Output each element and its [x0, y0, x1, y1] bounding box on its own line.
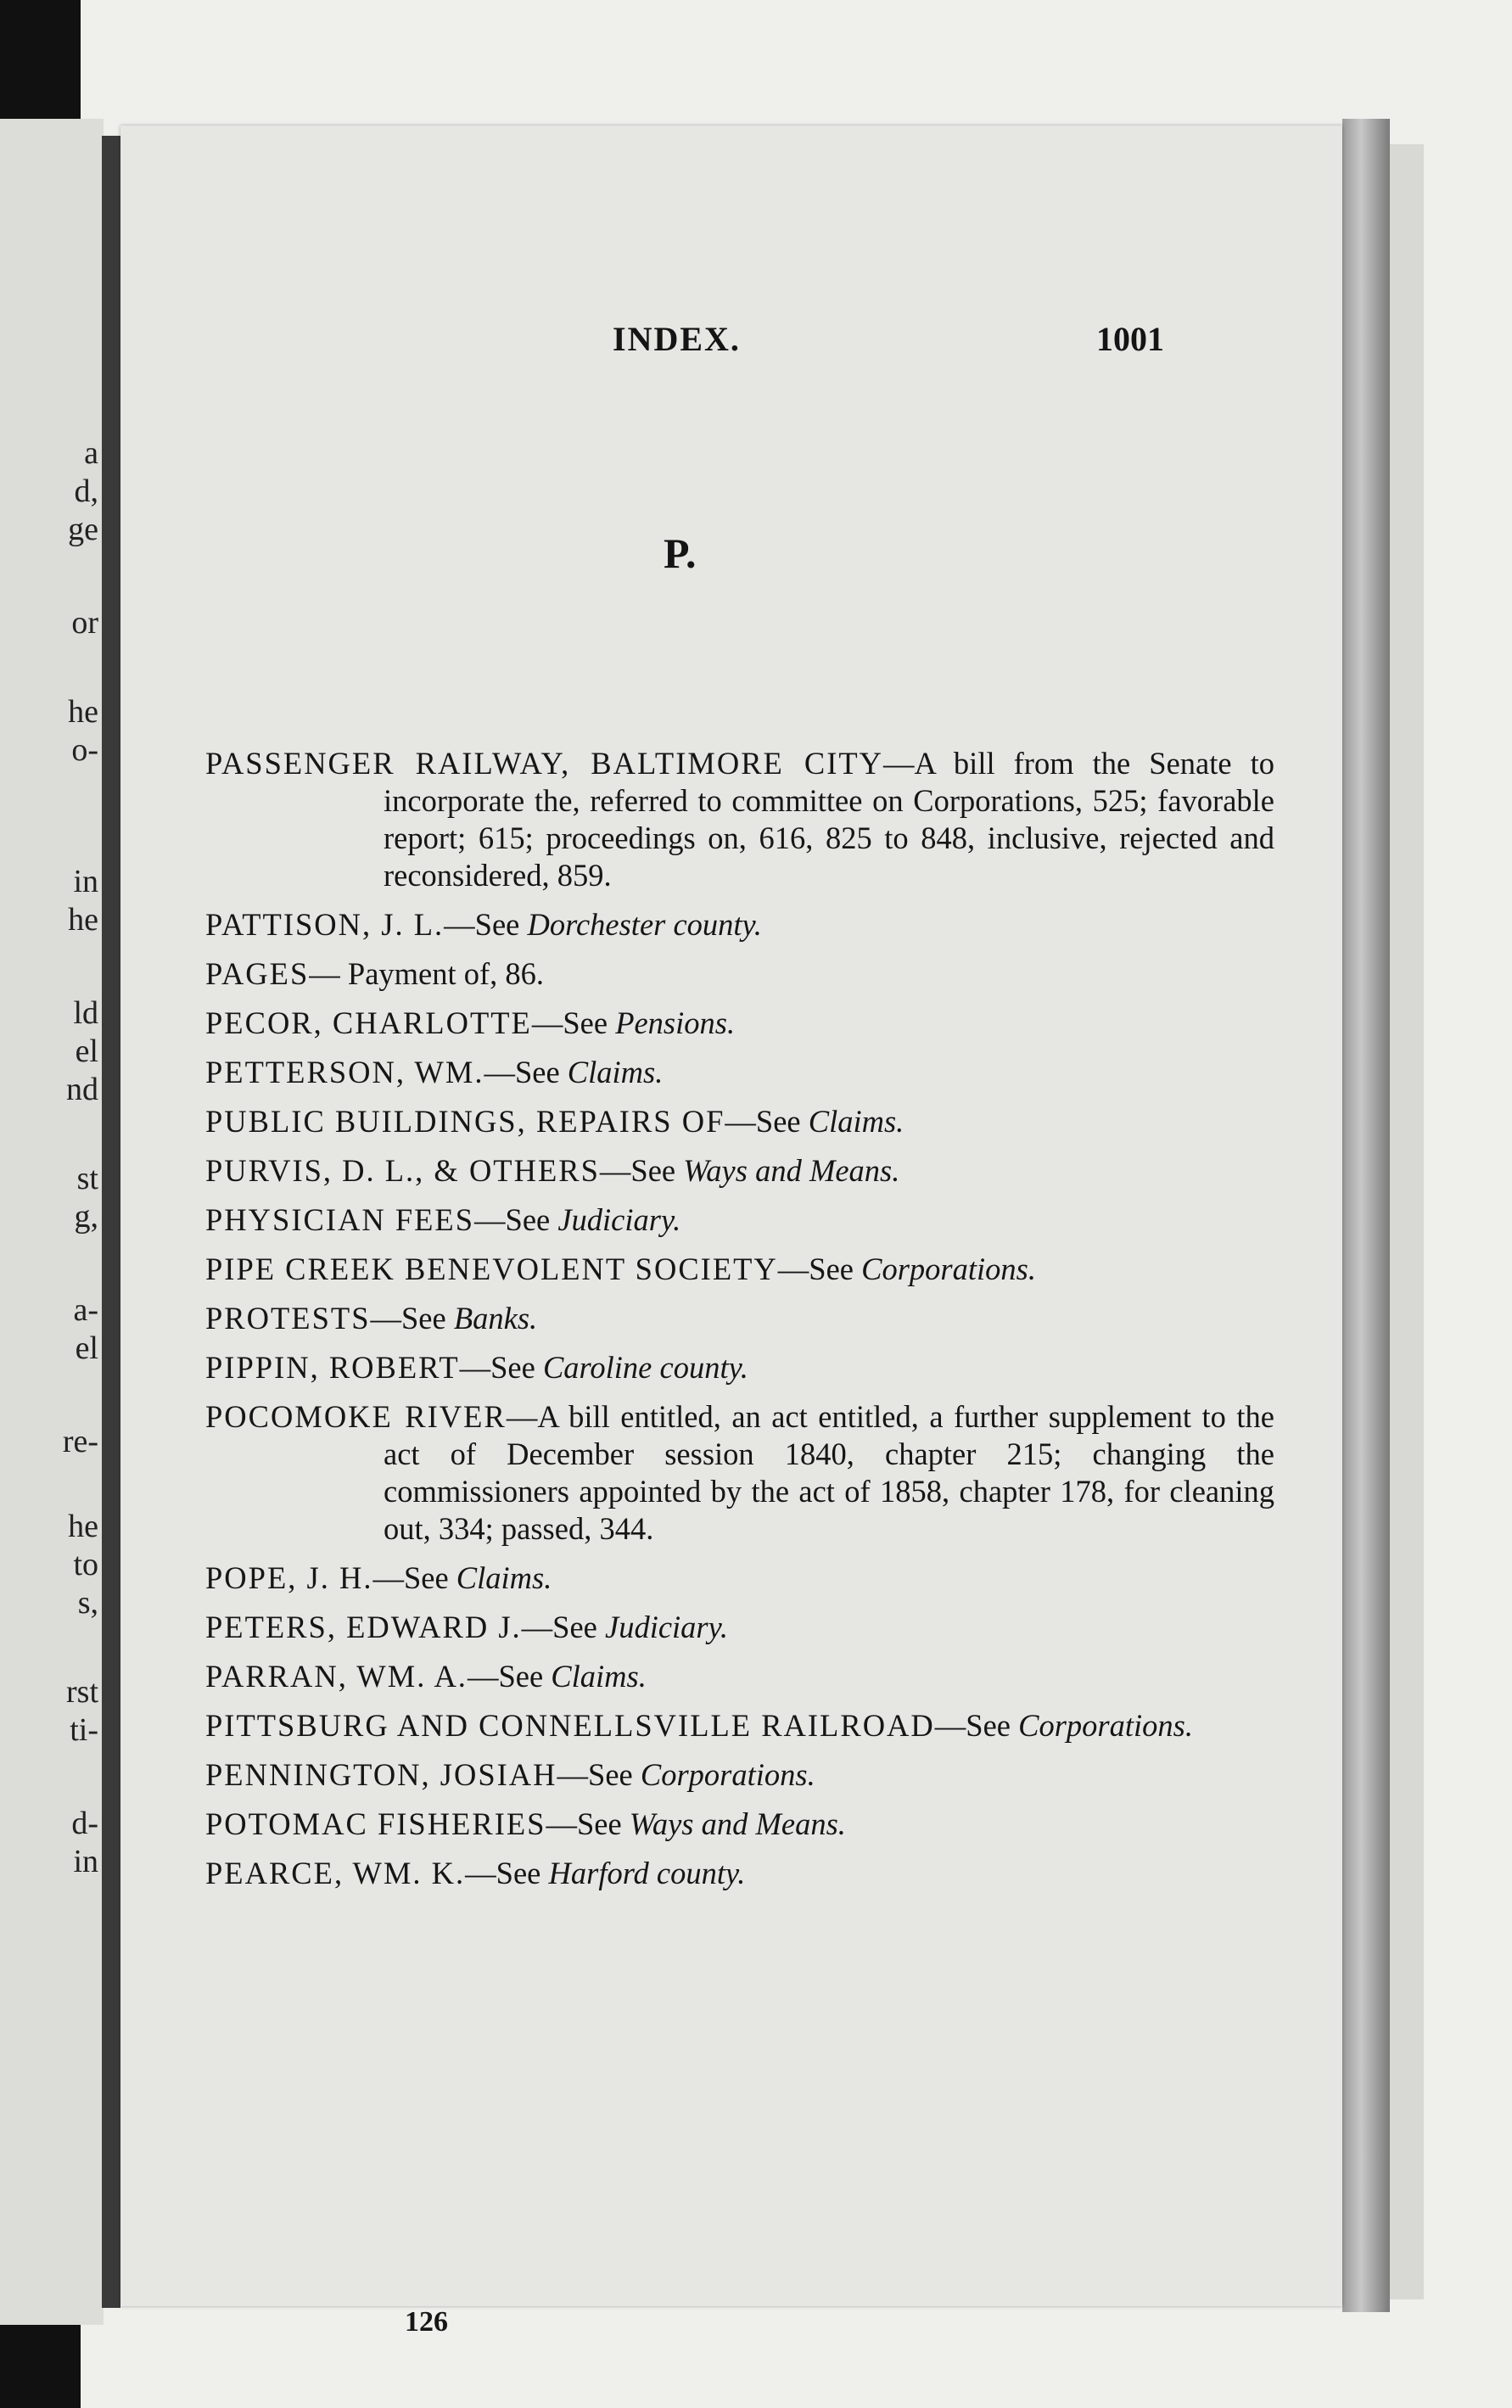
index-entry: [205, 1806, 1274, 1843]
entry-heading: PURVIS, D. L., & OTHERS: [205, 1153, 600, 1188]
facing-page-fragment: ld: [73, 995, 98, 1031]
entry-heading: PAGES: [205, 956, 310, 991]
entry-reference: Claims.: [456, 1560, 552, 1595]
index-entry: [205, 1707, 1274, 1744]
index-entry: [205, 1054, 1274, 1091]
facing-page-fragment: el: [75, 1033, 98, 1069]
entry-separator: —: [459, 1350, 491, 1385]
entry-text: See: [496, 1856, 549, 1890]
entry-separator: —: [370, 1301, 401, 1336]
entry-separator: —: [465, 1856, 496, 1890]
entry-reference: Claims.: [567, 1055, 664, 1089]
entry-heading: PEARCE, WM. K.: [205, 1856, 466, 1890]
section-letter: P.: [664, 529, 697, 577]
entry-separator: —: [372, 1560, 404, 1595]
running-head-title: INDEX.: [613, 320, 741, 358]
index-entry: [205, 1855, 1274, 1892]
entry-separator: —: [506, 1399, 538, 1434]
facing-page-fragment: ge: [68, 512, 98, 547]
index-entry: [205, 1658, 1274, 1695]
entry-heading: POCOMOKE RIVER: [205, 1399, 507, 1434]
facing-page-fragment: s,: [77, 1585, 98, 1621]
index-entry: [205, 1609, 1274, 1646]
entry-reference: Corporations.: [1018, 1708, 1193, 1743]
facing-page-fragment: d-: [71, 1806, 98, 1841]
index-entry: [205, 1300, 1274, 1337]
entry-reference: Dorchester county.: [527, 907, 762, 942]
entry-reference: Corporations.: [861, 1252, 1036, 1286]
facing-page-fragment: he: [68, 902, 98, 938]
facing-page-fragment: d,: [74, 473, 98, 509]
entry-separator: —: [309, 956, 348, 991]
entry-reference: Caroline county.: [542, 1350, 748, 1385]
index-entries: [205, 745, 1274, 1904]
entry-heading: PARRAN, WM. A.: [205, 1659, 468, 1694]
facing-page-fragment: a: [84, 435, 98, 471]
entry-separator: —: [599, 1153, 631, 1188]
entry-text: See: [809, 1252, 862, 1286]
page-edge: [1342, 119, 1390, 2312]
entry-reference: Ways and Means.: [629, 1806, 846, 1841]
entry-text: See: [966, 1708, 1019, 1743]
entry-text: See: [401, 1301, 454, 1336]
entry-text: See: [514, 1055, 568, 1089]
entry-heading: PIPE CREEK BENEVOLENT SOCIETY: [205, 1252, 778, 1286]
entry-heading: PENNINGTON, JOSIAH: [205, 1757, 557, 1792]
entry-text: See: [576, 1806, 630, 1841]
entry-text: Payment of, 86.: [347, 956, 545, 991]
facing-page-fragment: he: [68, 694, 98, 730]
entry-reference: Banks.: [453, 1301, 538, 1336]
facing-page-fragment: st: [76, 1161, 98, 1196]
facing-page-fragment: a-: [73, 1292, 98, 1328]
index-entry: [205, 1398, 1274, 1548]
facing-page-fragment: in: [73, 1844, 98, 1879]
entry-heading: PUBLIC BUILDINGS, REPAIRS OF: [205, 1104, 725, 1139]
index-entry: [205, 1560, 1274, 1597]
running-head: [120, 319, 1342, 370]
entry-reference: Claims.: [551, 1659, 647, 1694]
entry-heading: PATTISON, J. L.: [205, 907, 445, 942]
facing-page-fragment: rst: [66, 1674, 98, 1710]
index-entry: [205, 1201, 1274, 1239]
entry-reference: Claims.: [808, 1104, 904, 1139]
facing-page-fragment: nd: [66, 1072, 98, 1107]
entry-reference: Ways and Means.: [683, 1153, 900, 1188]
entry-text: See: [588, 1757, 641, 1792]
entry-separator: —: [883, 746, 915, 781]
index-entry: [205, 1005, 1274, 1042]
entry-separator: —: [777, 1252, 809, 1286]
facing-page-fragment: he: [68, 1509, 98, 1544]
entry-text: See: [505, 1202, 558, 1237]
index-entry: [205, 1103, 1274, 1140]
entry-separator: —: [725, 1104, 756, 1139]
entry-text: See: [403, 1560, 456, 1595]
entry-heading: PETERS, EDWARD J.: [205, 1610, 522, 1644]
page-edge-outer: [1390, 144, 1424, 2299]
entry-separator: —: [444, 907, 475, 942]
entry-text: See: [755, 1104, 809, 1139]
entry-text: See: [563, 1005, 616, 1040]
index-entry: [205, 1756, 1274, 1794]
entry-text: A bill from the Senate to incorporate the, referred to committee on Corporations, 525; favorable report; 615; proceedings on, 616, 825 to 848, inclusive, rejected and reconsidered, 859.: [384, 746, 1274, 893]
entry-reference: Pensions.: [615, 1005, 736, 1040]
entry-separator: —: [484, 1055, 515, 1089]
index-entry: [205, 1152, 1274, 1190]
index-entry: [205, 955, 1274, 993]
index-entry: [205, 745, 1274, 894]
entry-separator: —: [546, 1806, 577, 1841]
entry-reference: Harford county.: [548, 1856, 746, 1890]
facing-page-fragment: to: [73, 1547, 98, 1582]
entry-heading: PETTERSON, WM.: [205, 1055, 484, 1089]
entry-reference: Judiciary.: [605, 1610, 728, 1644]
book-page: [120, 126, 1342, 2338]
facing-page-fragment: re-: [62, 1424, 98, 1459]
facing-page: [0, 119, 104, 2325]
entry-heading: PASSENGER RAILWAY, BALTIMORE CITY: [205, 746, 884, 781]
entry-heading: PROTESTS: [205, 1301, 371, 1336]
entry-text: See: [498, 1659, 552, 1694]
signature-folio: 126: [405, 2306, 448, 2338]
page-gutter: [102, 136, 120, 2308]
entry-separator: —: [531, 1005, 563, 1040]
entry-separator: —: [934, 1708, 966, 1743]
facing-page-fragment: o-: [71, 732, 98, 768]
entry-heading: PECOR, CHARLOTTE: [205, 1005, 532, 1040]
entry-reference: Corporations.: [640, 1757, 815, 1792]
index-entry: [205, 1349, 1274, 1386]
entry-text: See: [474, 907, 528, 942]
entry-text: See: [490, 1350, 543, 1385]
index-entry: [205, 1251, 1274, 1288]
entry-text: A bill entitled, an act entitled, a further supplement to the act of December session 1840, chapter 215; changing the commissioners appointed by the act of 1858, chapter 178, for cleaning out, 334; passed, 344.: [384, 1399, 1274, 1546]
entry-text: See: [630, 1153, 684, 1188]
facing-page-fragment: or: [71, 605, 98, 641]
entry-separator: —: [467, 1659, 499, 1694]
facing-page-fragment: g,: [74, 1199, 98, 1235]
page-number: 1001: [1096, 320, 1164, 358]
entry-separator: —: [474, 1202, 506, 1237]
entry-separator: —: [557, 1757, 589, 1792]
entry-heading: PHYSICIAN FEES: [205, 1202, 475, 1237]
entry-text: See: [552, 1610, 605, 1644]
entry-heading: POPE, J. H.: [205, 1560, 373, 1595]
entry-reference: Judiciary.: [557, 1202, 681, 1237]
entry-separator: —: [521, 1610, 553, 1644]
facing-page-fragment: ti-: [70, 1712, 98, 1748]
entry-heading: POTOMAC FISHERIES: [205, 1806, 546, 1841]
entry-heading: PIPPIN, ROBERT: [205, 1350, 460, 1385]
index-entry: [205, 906, 1274, 944]
facing-page-fragment: el: [75, 1330, 98, 1366]
facing-page-fragment: in: [73, 864, 98, 899]
entry-heading: PITTSBURG AND CONNELLSVILLE RAILROAD: [205, 1708, 935, 1743]
